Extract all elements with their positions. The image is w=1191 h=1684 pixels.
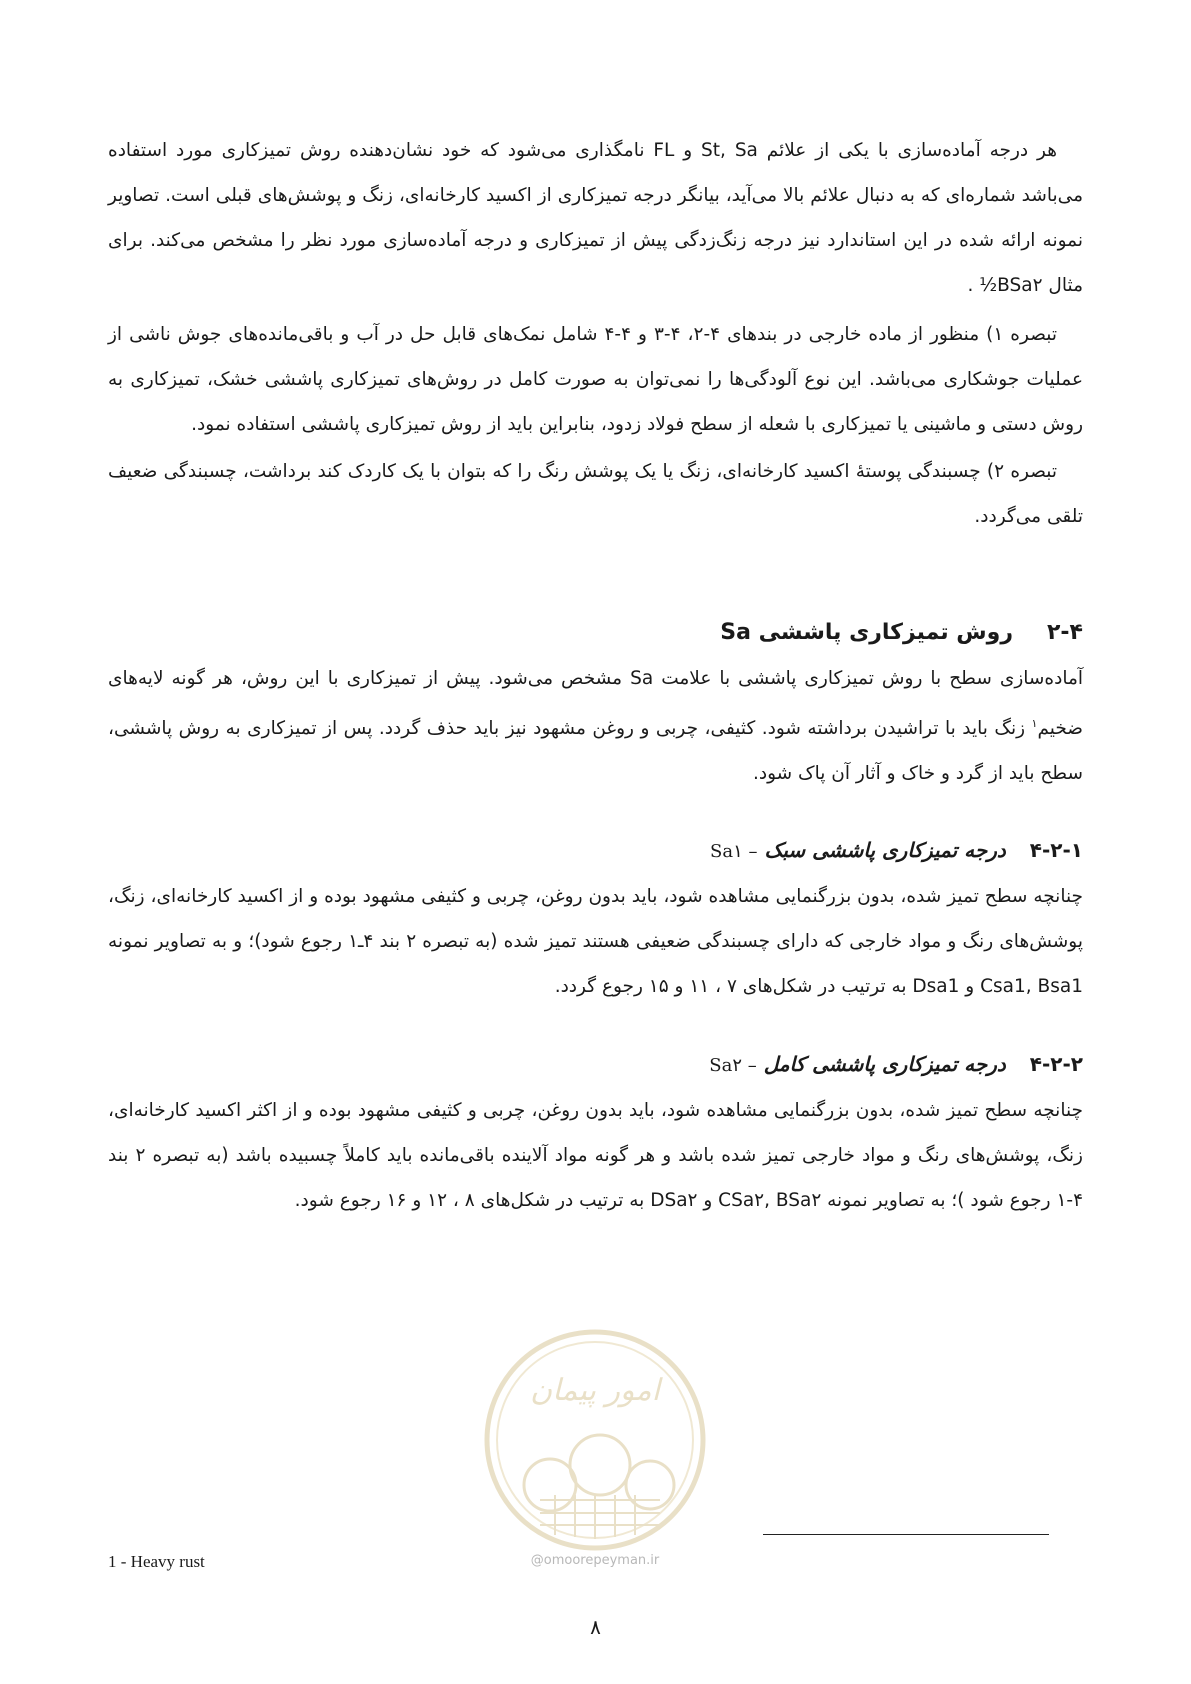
- watermark-logo: [480, 1325, 710, 1555]
- intro-section: [108, 128, 1083, 539]
- subsection-1-code: – Sa۱: [710, 841, 758, 862]
- section-body: [108, 656, 1083, 796]
- watermark-logo-text: امور پیمان: [530, 1373, 660, 1408]
- subsection-2-body: [108, 1088, 1083, 1223]
- section-heading: [108, 620, 1083, 645]
- grid-icon: [540, 1495, 660, 1539]
- footnote: 1 - Heavy rust: [108, 1552, 205, 1571]
- subsection-1-number: ۴-۲-۱: [1029, 838, 1083, 862]
- note-1: تبصره ۱) منظور از ماده خارجی در بندهای ۴-۲، ۴-۳ و ۴-۴ شامل نمک‌های قابل حل در آب و باقی‌مانده‌های جوش ناشی از عملیات جوشکاری می‌باشد. این نوع آلودگی‌ها را نمی‌توان به صورت کامل در روش‌های تمیزکاری پاششی خشک، تمیزکاری به روش دستی و ماشینی یا تمیزکاری با شعله از سطح فولاد زدود، بنابراین باید از روش تمیزکاری پاششی استفاده نمود.: [108, 324, 1083, 435]
- section-text-part2: زنگ باید با تراشیدن برداشته شود. کثیفی، چربی و روغن مشهود نیز باید حذف گردد. پس از تمیزکاری به روش پاششی، سطح باید از گرد و خاک و آثار آن پاک شود.: [108, 718, 1083, 785]
- subsection-2-number: ۴-۲-۲: [1029, 1052, 1083, 1076]
- note-2: تبصره ۲) چسبندگی پوستهٔ اکسید کارخانه‌ای، زنگ یا یک پوشش رنگ را که بتوان با یک کاردک کند برداشت، چسبندگی ضعیف تلقی می‌گردد.: [108, 461, 1083, 527]
- section-text-part1: آماده‌سازی سطح با روش تمیزکاری پاششی با علامت Sa مشخص می‌شود. پیش از تمیزکاری با این روش، هر گونه لایه‌های ضخیم: [108, 668, 1084, 740]
- subsection-2-paragraph: چنانچه سطح تمیز شده، بدون بزرگنمایی مشاهده شود، باید بدون روغن، چربی و کثیفی مشهود بوده و از اکثر اکسید کارخانه‌ای، زنگ، پوشش‌های رنگ و مواد خارجی تمیز شده باشد و هر گونه مواد آلاینده باقی‌مانده باید کاملاً چسبیده باشد (به تبصره ۲ بند ۴-۱ رجوع شود )؛ به تصاویر نمونه CSa۲, BSa۲ و DSa۲ به ترتیب در شکل‌های ۸ ، ۱۲ و ۱۶ رجوع شود.: [108, 1100, 1083, 1211]
- subsection-1-title: درجه تمیزکاری پاششی سبک: [764, 838, 1006, 862]
- subsection-2-title: درجه تمیزکاری پاششی کامل: [763, 1052, 1006, 1076]
- subsection-1-paragraph: چنانچه سطح تمیز شده، بدون بزرگنمایی مشاهده شود، باید بدون روغن، چربی و کثیفی مشهود بوده و از اکسید کارخانه‌ای، زنگ، پوشش‌های رنگ و مواد خارجی که دارای چسبندگی ضعیفی هستند تمیز شده (به تبصره ۲ بند ۴ـ۱ رجوع شود)؛ و به تصاویر نمونه Csa1, Bsa1 و Dsa1 به ترتیب در شکل‌های ۷ ، ۱۱ و ۱۵ رجوع گردد.: [108, 886, 1083, 997]
- watermark-url: @omoorepeyman.ir: [530, 1553, 660, 1568]
- intro-paragraph: هر درجه آماده‌سازی با یکی از علائم St, Sa و FL نامگذاری می‌شود که خود نشان‌دهنده روش تمیزکاری مورد استفاده می‌باشد شماره‌ای که به دنبال علائم بالا می‌آید، بیانگر درجه تمیزکاری از اکسید کارخانه‌ای، زنگ و پوشش‌های قبلی است. تصاویر نمونه ارائه شده در این استاندارد نیز درجه زنگ‌زدگی پیش از تمیزکاری و درجه آماده‌سازی مورد نظر را مشخص می‌کند. برای مثال BSa۲½ .: [108, 140, 1083, 296]
- footnote-marker: ۱: [1031, 717, 1038, 730]
- footnote-divider: [763, 1534, 1049, 1535]
- page-number: ۸: [590, 1615, 601, 1639]
- section-number: ۲-۴: [1047, 620, 1083, 645]
- subsection-1-body: [108, 874, 1083, 1009]
- section-paragraph: [108, 656, 1083, 796]
- subsection-2-heading: [108, 1052, 1083, 1076]
- subsection-2-code: – Sa۲: [709, 1055, 757, 1076]
- section-title: روش تمیزکاری پاششی Sa: [720, 620, 1013, 645]
- subsection-1-heading: [108, 838, 1083, 862]
